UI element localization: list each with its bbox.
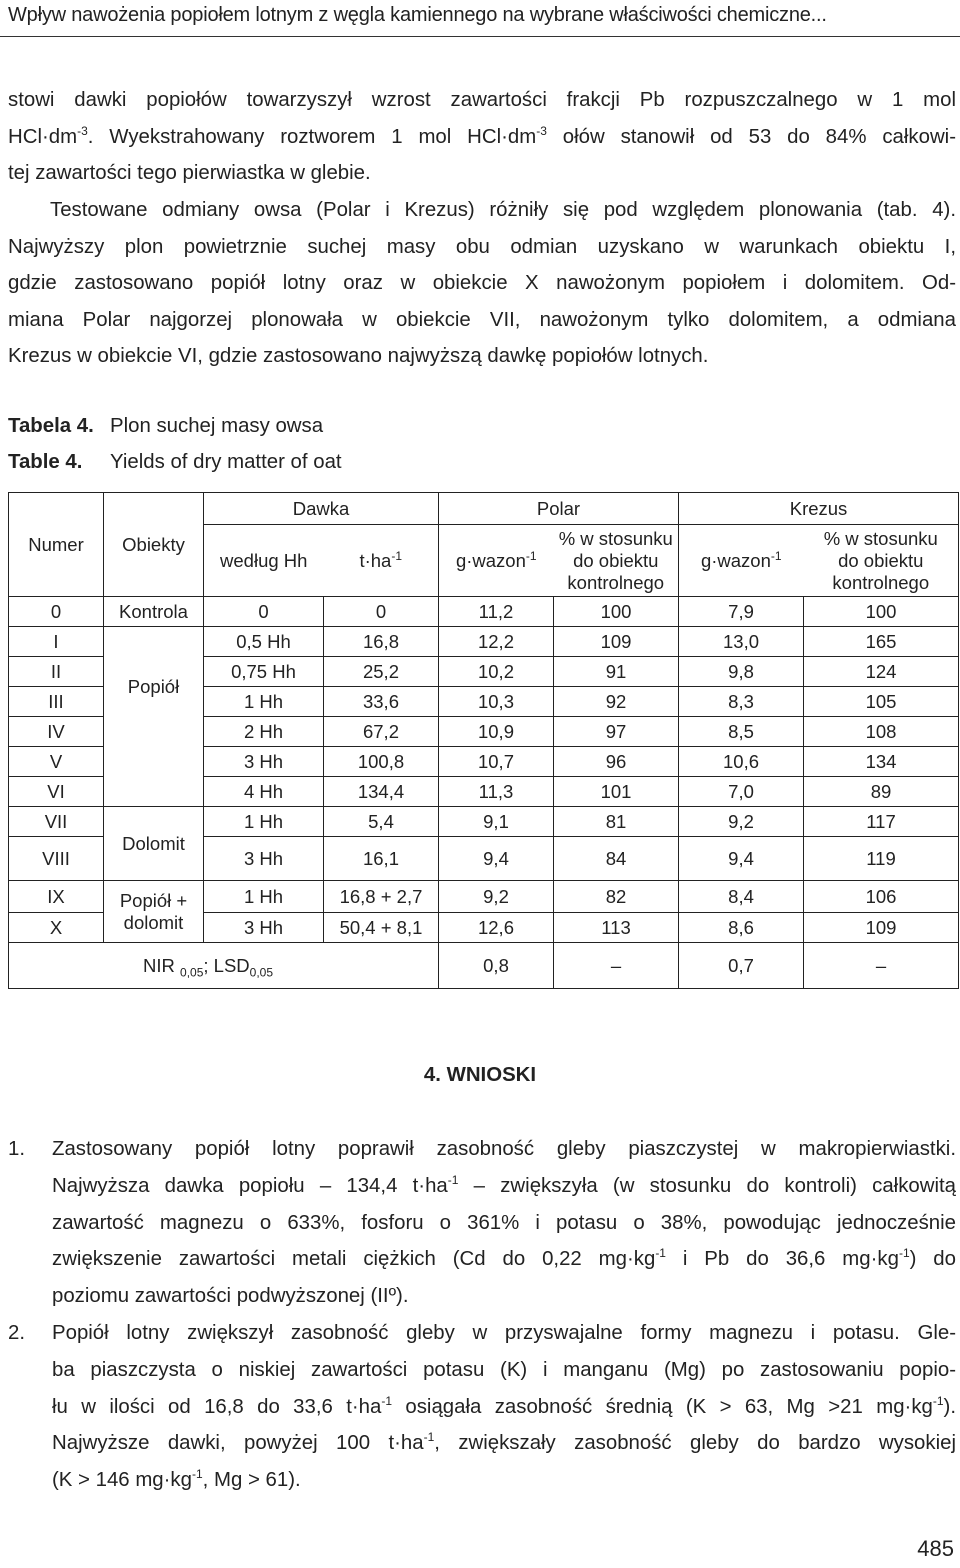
cell-krezus-g: 9,4 [679,837,804,881]
cell-krezus-g: 8,4 [679,881,804,913]
caption-label: Tabela 4. [8,415,94,437]
cell-dose-hh: 2 Hh [204,717,324,747]
cell-krezus-g: 9,8 [679,657,804,687]
text-line: poziomu zawartości podwyższonej (IIº). [52,1285,409,1308]
cell-num: II [9,657,104,687]
cell-dose-t: 67,2 [324,717,439,747]
cell-dose-t: 25,2 [324,657,439,687]
cell-num: X [9,913,104,943]
text-line: łu w ilości od 16,8 do 33,6 $t\cdot ha^{-1}$ osiągała zasobność średnią (K > 63, Mg >21 $mg\cdot kg^{-1}$). [52,1393,956,1418]
cell-num: V [9,747,104,777]
text-line: $HCl\cdot dm^{-3}$. Wyekstrahowany roztworem 1 mol $HCl\cdot dm^{-3}$ ołów stanowił od 53 do 84% całkowi- [8,123,956,148]
cell-num: VIII [9,837,104,881]
list-item [8,1315,956,1499]
cell-krezus-pct: 165 [804,627,959,657]
cell-krezus-g: 8,6 [679,913,804,943]
cell-krezus-pct: 134 [804,747,959,777]
table-row [9,627,959,657]
cell-group-popiol-dolomit: Popiół + dolomit [104,881,204,943]
cell-krezus-g: 13,0 [679,627,804,657]
cell-dose-hh: 0,5 Hh [204,627,324,657]
cell-polar-g: 12,6 [439,913,554,943]
cell-polar-pct: 82 [554,881,679,913]
cell-polar-g: 9,2 [439,881,554,913]
text-line: Testowane odmiany owsa (Polar i Krezus) różniły się pod względem plonowania (tab. 4). [50,199,956,221]
cell-polar-g: 9,4 [439,837,554,881]
text-line: zwiększenie zawartości metali ciężkich (Cd do 0,22 $mg\cdot kg^{-1}$ i Pb do 36,6 $mg\cdot kg^{-1}$) do [52,1246,956,1271]
cell-polar-pct: 100 [554,597,679,627]
cell-dose-t: 16,8 [324,627,439,657]
header-krezus-pct: % w stosunku do obiektu kontrolnego [804,525,959,597]
header-obiekty: Obiekty [104,493,204,597]
cell-num: IV [9,717,104,747]
cell-krezus-g: 8,3 [679,687,804,717]
text-line: zawartość magnezu o 633%, fosforu o 361% i potasu o 38%, powodując jednocześnie [52,1211,956,1234]
cell-krezus-g: 7,0 [679,777,804,807]
cell-krezus-g: 8,5 [679,717,804,747]
intro-paragraph-2 [8,192,956,375]
cell-dose-t: 16,8 + 2,7 [324,881,439,913]
text-line: (K > 146 $mg\cdot kg^{-1}$, Mg > 61). [52,1467,301,1492]
cell-krezus-g: 7,9 [679,597,804,627]
cell-lsd-krezus-g: 0,7 [679,943,804,989]
cell-krezus-pct: 109 [804,913,959,943]
cell-dose-t: 134,4 [324,777,439,807]
cell-krezus-pct: 105 [804,687,959,717]
cell-dose-t: 33,6 [324,687,439,717]
text-line: tej zawartości tego pierwiastka w glebie. [8,162,371,185]
cell-lsd-polar-pct: – [554,943,679,989]
cell-polar-g: 10,3 [439,687,554,717]
cell-polar-pct: 109 [554,627,679,657]
cell-num: I [9,627,104,657]
cell-polar-pct: 91 [554,657,679,687]
header-krezus-g-wazon: g·wazon$^{-1}$ [679,525,804,597]
cell-dose-t: 100,8 [324,747,439,777]
cell-dose-hh: 4 Hh [204,777,324,807]
list-item [8,1131,956,1315]
cell-polar-g: 10,7 [439,747,554,777]
header-krezus: Krezus [679,493,959,525]
cell-num: VII [9,807,104,837]
table-caption-pl [8,415,323,438]
cell-dose-hh: 0,75 Hh [204,657,324,687]
cell-polar-g: 11,2 [439,597,554,627]
intro-paragraph-1 [8,82,956,192]
cell-polar-pct: 84 [554,837,679,881]
cell-dose-t: 5,4 [324,807,439,837]
cell-dose-t: 50,4 + 8,1 [324,913,439,943]
text-line: Zastosowany popiół lotny poprawił zasobność gleby piaszczystej w makropierwiastki. [52,1138,956,1160]
cell-dose-hh: 1 Hh [204,687,324,717]
cell-polar-g: 11,3 [439,777,554,807]
cell-polar-pct: 92 [554,687,679,717]
cell-polar-pct: 97 [554,717,679,747]
caption-text: Plon suchej masy owsa [110,415,324,437]
cell-dose-hh: 3 Hh [204,747,324,777]
cell-group-popiol: Popiół [104,627,204,807]
cell-polar-pct: 81 [554,807,679,837]
yield-table [8,492,959,989]
table-row [9,881,959,913]
cell-krezus-pct: 89 [804,777,959,807]
text-line: gdzie zastosowano popiół lotny oraz w obiekcie X nawożonym popiołem i dolomitem. Od- [8,272,956,295]
cell-dose-hh: 1 Hh [204,807,324,837]
page-number: 485 [917,1536,954,1561]
table-row-lsd [9,943,959,989]
cell-dose-t: 0 [324,597,439,627]
header-numer: Numer [9,493,104,597]
text-line: ba piaszczysta o niskiej zawartości potasu (K) i manganu (Mg) po zastosowaniu popio- [52,1358,956,1381]
table-caption-en [8,451,342,474]
cell-krezus-g: 10,6 [679,747,804,777]
list-number: 2. [8,1321,26,1344]
cell-krezus-pct: 119 [804,837,959,881]
cell-lsd-krezus-pct: – [804,943,959,989]
header-rule [0,36,960,37]
cell-polar-pct: 101 [554,777,679,807]
cell-group-dolomit: Dolomit [104,807,204,881]
table-row [9,807,959,837]
cell-num: VI [9,777,104,807]
section-title: 4. WNIOSKI [423,1064,537,1086]
header-wedlug-hh: według Hh [204,525,324,597]
text-line: Popiół lotny zwiększył zasobność gleby w przyswajalne formy magnezu i potasu. Gle- [52,1321,956,1344]
table-row [9,597,959,627]
caption-text: Yields of dry matter of oat [110,451,342,473]
cell-krezus-pct: 124 [804,657,959,687]
text-line: miana Polar najgorzej plonowała w obiekcie VII, nawożonym tylko dolomitem, a odmiana [8,308,956,331]
cell-krezus-pct: 106 [804,881,959,913]
header-polar-g-wazon: g·wazon$^{-1}$ [439,525,554,597]
cell-polar-g: 10,9 [439,717,554,747]
cell-dose-hh: 0 [204,597,324,627]
cell-polar-pct: 113 [554,913,679,943]
caption-label: Table 4. [8,451,83,473]
cell-group-kontrola: Kontrola [104,597,204,627]
cell-num: 0 [9,597,104,627]
cell-krezus-pct: 108 [804,717,959,747]
header-polar: Polar [439,493,679,525]
text-line: stowi dawki popiołów towarzyszył wzrost zawartości frakcji Pb rozpuszczalnego w 1 mol [8,89,956,111]
list-number: 1. [8,1138,26,1160]
cell-dose-hh: 3 Hh [204,913,324,943]
running-header: Wpływ nawożenia popiołem lotnym z węgla kamiennego na wybrane właściwości chemiczne... [8,4,827,26]
header-dawka: Dawka [204,493,439,525]
text-line: Najwyższy plon powietrznie suchej masy obu odmian uzyskano w warunkach obiektu I, [8,235,956,258]
cell-polar-pct: 96 [554,747,679,777]
cell-polar-g: 9,1 [439,807,554,837]
cell-dose-hh: 3 Hh [204,837,324,881]
text-line: Najwyższe dawki, powyżej 100 $t\cdot ha^{-1}$, zwiększały zasobność gleby do bardzo wysokiej [52,1430,956,1455]
cell-krezus-pct: 100 [804,597,959,627]
cell-num: III [9,687,104,717]
text-line: Krezus w obiekcie VI, gdzie zastosowano najwyższą dawkę popiołów lotnych. [8,345,709,368]
text-line: Najwyższa dawka popiołu – 134,4 $t\cdot ha^{-1}$ – zwiększyła (w stosunku do kontroli) całkowitą [52,1173,956,1197]
header-t-ha: $t\cdot ha^{-1}$ [324,525,439,597]
cell-krezus-g: 9,2 [679,807,804,837]
conclusions-list [8,1131,956,1499]
cell-num: IX [9,881,104,913]
cell-dose-t: 16,1 [324,837,439,881]
cell-lsd-polar-g: 0,8 [439,943,554,989]
cell-dose-hh: 1 Hh [204,881,324,913]
cell-krezus-pct: 117 [804,807,959,837]
header-polar-pct: % w stosunku do obiektu kontrolnego [554,525,679,597]
cell-polar-g: 10,2 [439,657,554,687]
cell-lsd-label: NIR $_{0,05}$; $LSD_{0,05}$ [9,943,439,989]
cell-polar-g: 12,2 [439,627,554,657]
